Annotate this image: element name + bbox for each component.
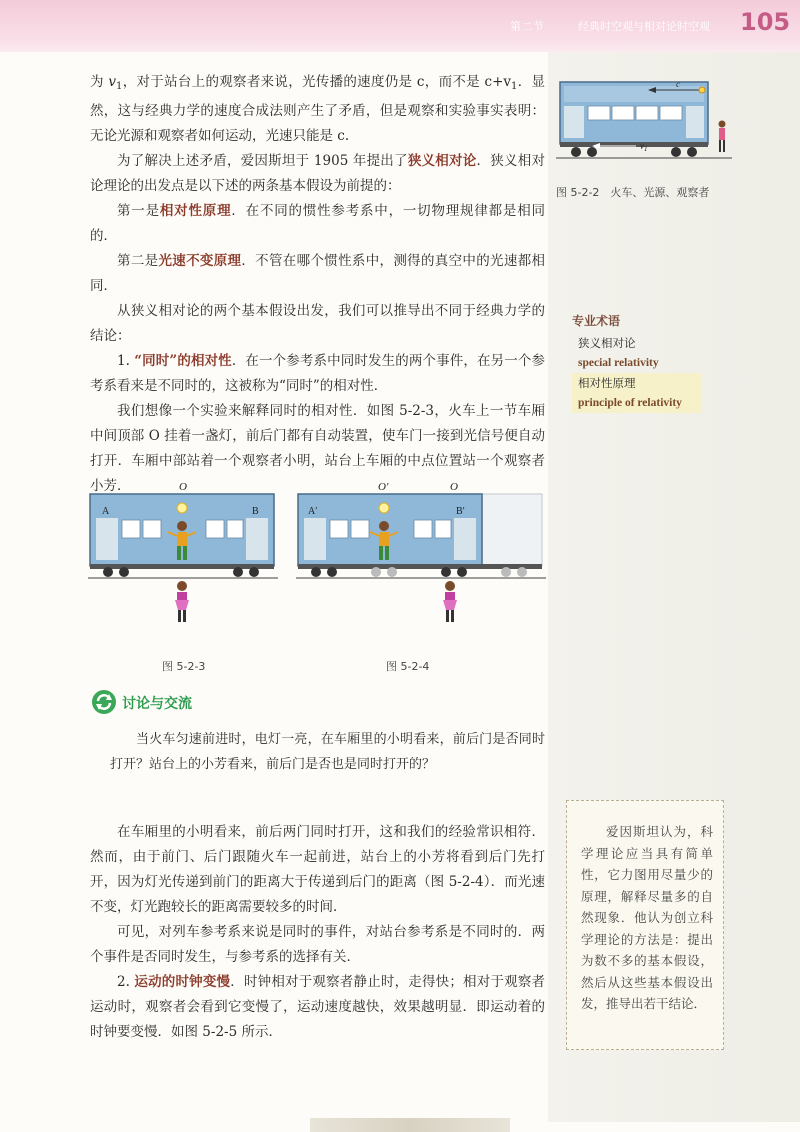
paragraph-7: 我们想像一个实验来解释同时的相对性．如图 5-2-3，火车上一节车厢中间顶部 O 挂着一盏灯，前后门都有自动装置，使车门一接到光信号便自动打开．车厢中部站着一个观察者小明，站台上车厢的中点位置站一个观察者小芳． [90,403,545,494]
svg-text:A′: A′ [308,506,318,517]
svg-text:B: B [252,506,259,517]
header-title: 经典时空观与相对论时空观 [578,20,710,33]
main-text [90,70,545,499]
door-b [246,518,268,560]
main-text-continued [90,820,545,1045]
svg-text:B′: B′ [456,506,465,517]
paragraph-10: 2. 运动的时钟变慢．时钟相对于观察者静止时，走得快；相对于观察者运动时，观察者会看到它变慢了，运动速度越快，效果越明显．即运动着的时钟要变慢．如图 5-2-5 所示． [90,974,546,1040]
paragraph-2: 为了解决上述矛盾，爱因斯坦于 1905 年提出了狭义相对论．狭义相对论理论的出发点是以下述的两条基本假设为前提的： [90,153,546,194]
lamp-icon [177,503,187,513]
bottom-binding-strip [310,1118,510,1132]
lamp-icon [379,503,389,513]
side-note [566,800,724,1050]
train-wheels [571,147,697,157]
keyword-simultaneity: “同时”的相对性 [134,353,232,369]
discussion-cycle-icon [90,688,118,716]
keyword-light-speed-invariance: 光速不变原理 [158,253,242,269]
term-en-2: principle of relativity [572,393,702,413]
paragraph-4: 第二是光速不变原理．不管在哪个惯性系中，测得的真空中的光速都相同． [90,253,546,294]
keyword-special-relativity: 狭义相对论 [407,153,477,169]
paragraph-3: 第一是相对性原理．在不同的惯性参考系中，一切物理规律都是相同的． [90,203,546,244]
svg-text:c: c [676,79,680,89]
caption-figure-5-2-4: 图 5-2-4 [386,660,430,673]
keyword-time-dilation: 运动的时钟变慢 [134,974,231,990]
door-a-prime [304,518,326,560]
figure-5-2-2 [556,76,732,176]
header-section: 第二节 [510,20,545,33]
terms-box [572,312,702,413]
term-cn-1: 狭义相对论 [578,336,636,350]
caption-figure-5-2-2: 图 5-2-2 火车、光源、观察者 [556,186,710,199]
observer-icon [719,121,726,153]
term-cn-2: 相对性原理 [572,373,702,393]
paragraph-5: 从狭义相对论的两个基本假设出发，我们可以推导出不同于经典力学的结论： [90,303,545,344]
paragraph-6: 1. “同时”的相对性．在一个参考系中同时发生的两个事件，在另一个参考系看来是不同时的，这被称为“同时”的相对性． [90,353,546,394]
figure-5-2-4 [296,478,546,628]
discussion-title: 讨论与交流 [122,696,192,712]
svg-text:O: O [179,481,187,493]
observer-xiaofang-icon [443,581,457,622]
term-en-1: special relativity [578,357,659,369]
door-a [96,518,118,560]
door-b-prime [454,518,476,560]
figure-5-2-3 [88,478,278,628]
paragraph-9: 可见，对列车参考系来说是同时的事件，对站台参考系是不同时的．两个事件是否同时发生，与参考系的选择有关． [90,924,545,965]
paragraph-8: 在车厢里的小明看来，前后两门同时打开，这和我们的经验常识相符．然而，由于前门、后门跟随火车一起前进，站台上的小芳将看到后门先打开，因为灯光传递到前门的距离大于传递到后门的距离（图 5-2-4）．而光速不变，灯光跑较长的距离需要较多的时间． [90,824,545,915]
terms-title: 专业术语 [572,314,621,328]
paragraph-1: 为 $v_1$，对于站台上的观察者来说，光传播的速度仍是 c，而不是 $c+v_1$．显然，这与经典力学的速度合成法则产生了矛盾，但是观察和实验事实表明：无论光源和观察者如何运动，光速只能是 c. [90,74,546,144]
svg-text:O: O [450,481,458,493]
page-number: 105 [740,8,791,36]
svg-text:A: A [102,506,110,517]
keyword-relativity-principle: 相对性原理 [159,203,232,219]
caption-figure-5-2-3: 图 5-2-3 [162,660,206,673]
discussion-question: 当火车匀速前进时，电灯一亮，在车厢里的小明看来，前后门是否同时打开？站台上的小芳看来，前后门是否也是同时打开的？ [110,732,545,772]
light-source-icon [699,87,705,93]
page-header [0,0,800,52]
observer-xiaofang-icon [175,581,189,622]
svg-text:O′: O′ [378,481,389,493]
side-note-text: 爱因斯坦认为，科学理论应当具有简单性，它力图用尽量少的原理，解释尽量多的自然现象．他认为创立科学理论的方法是：提出为数不多的基本假设，然后从这些基本假设出发，推导出若干结论． [581,824,713,1011]
svg-text:v1: $v_1$ [640,141,648,153]
